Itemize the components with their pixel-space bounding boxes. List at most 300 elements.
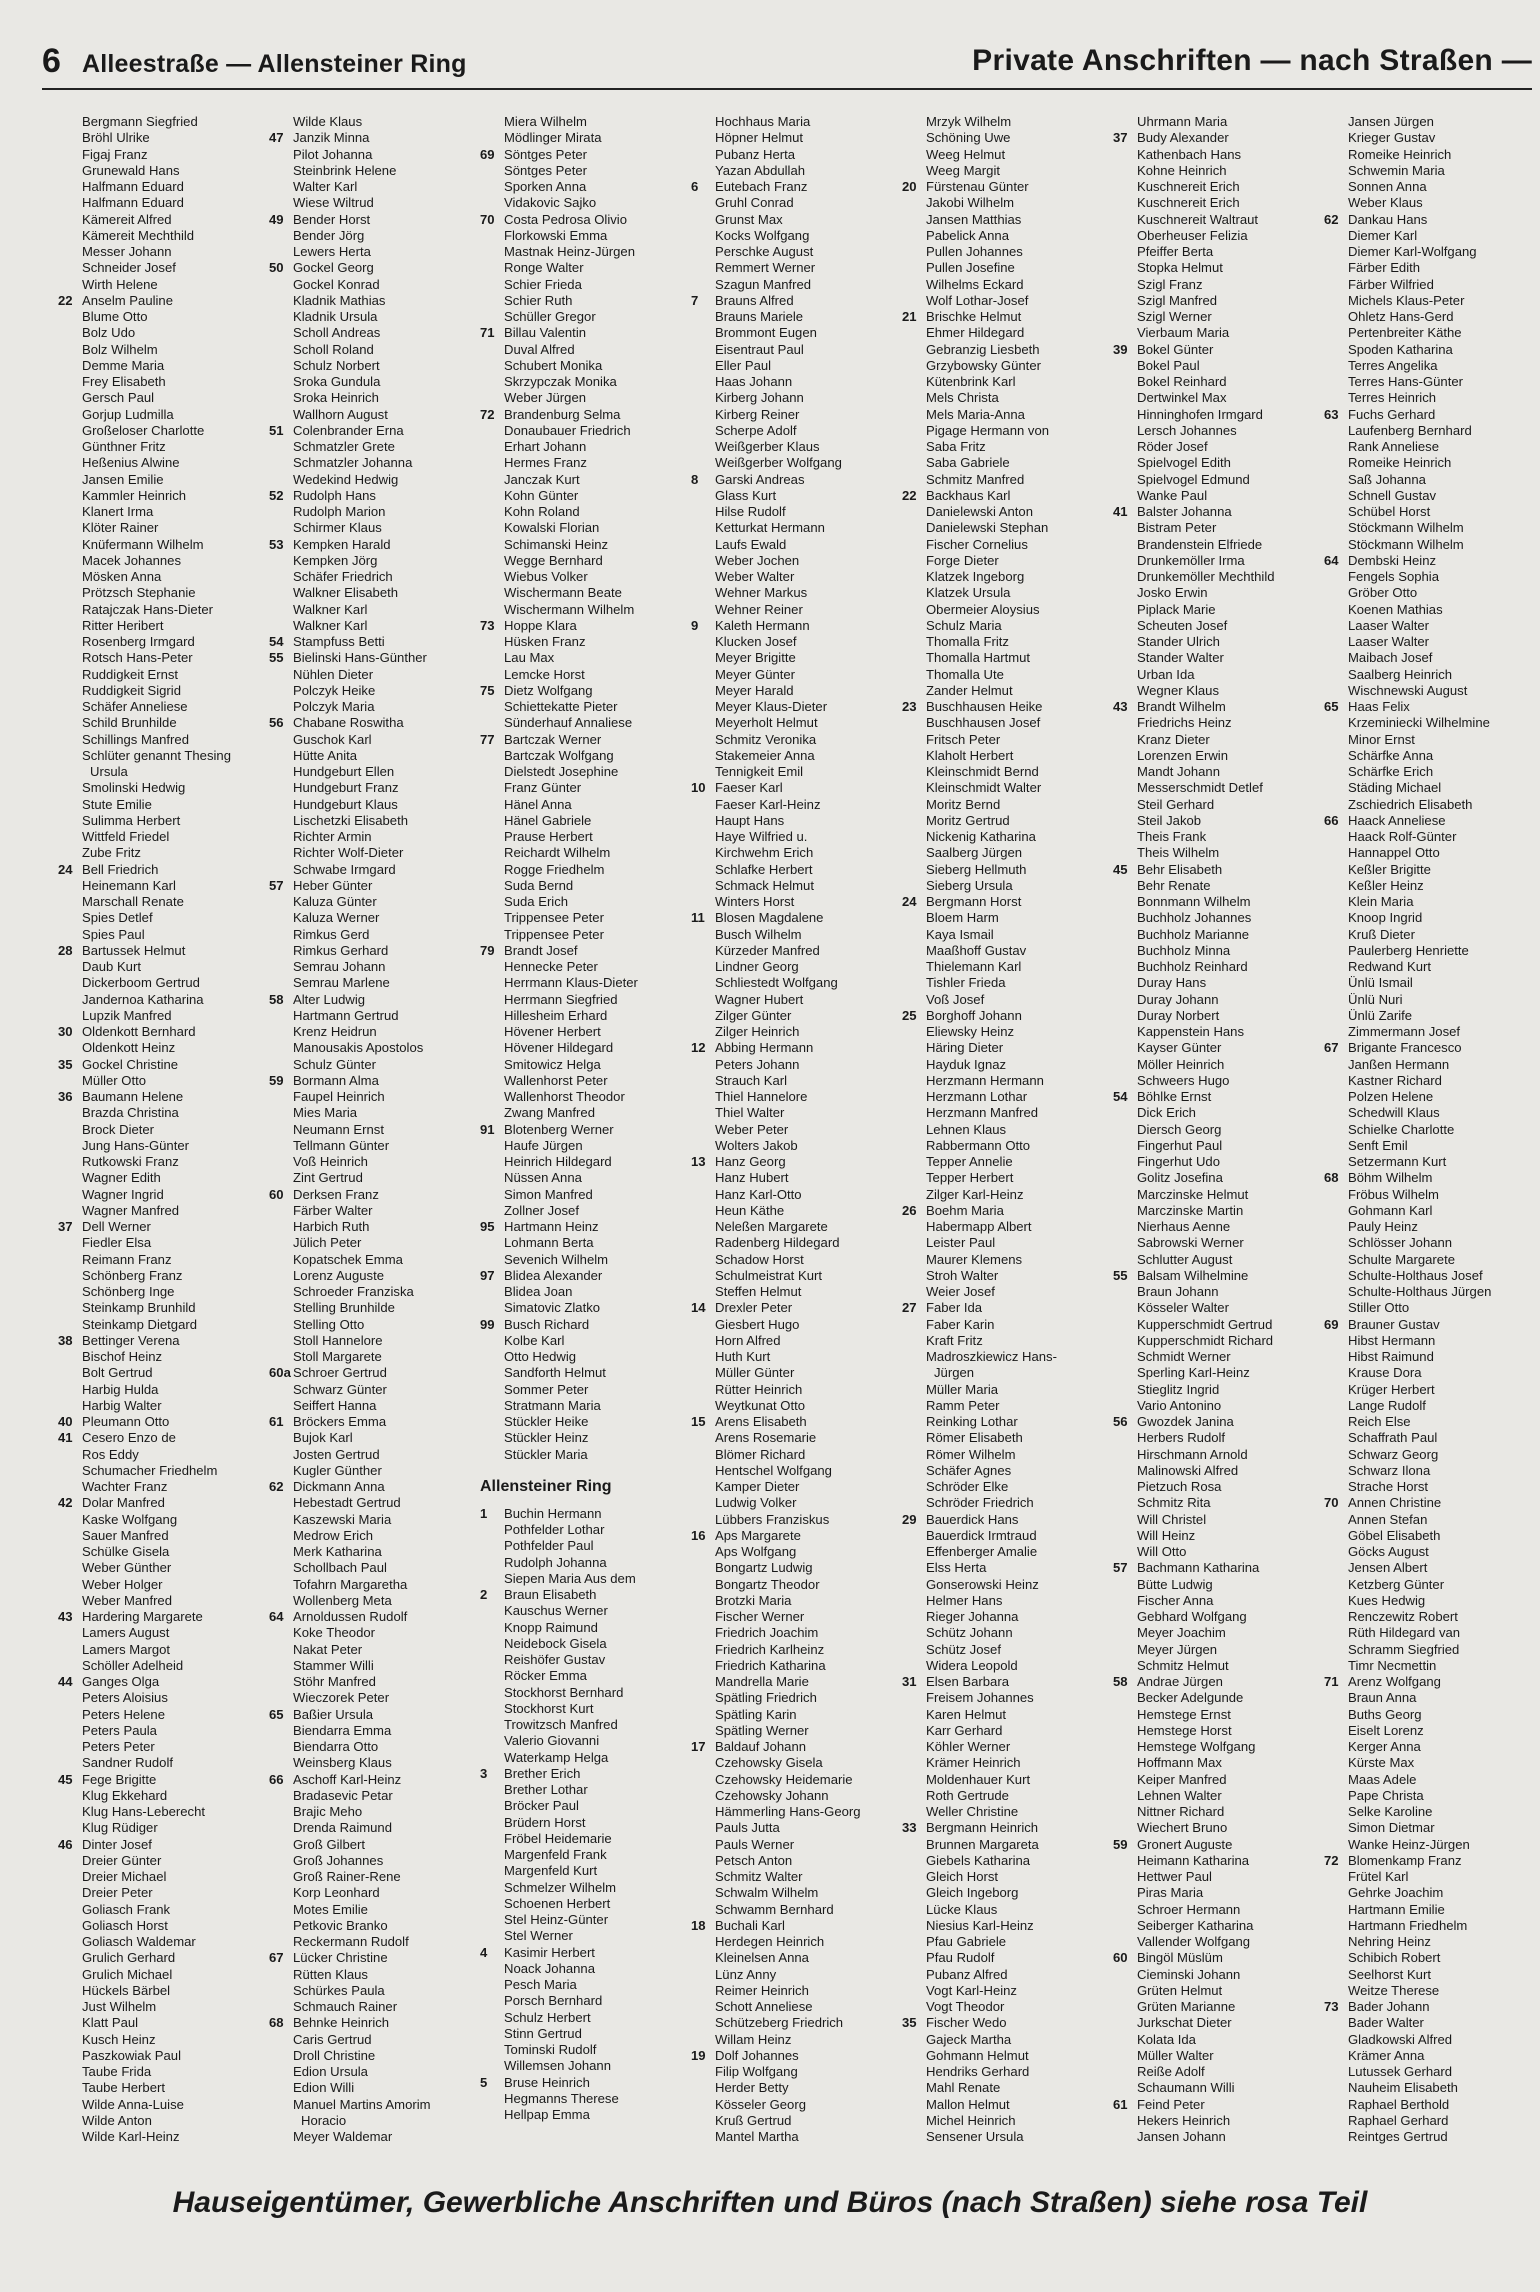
directory-entry — [269, 1674, 480, 1690]
directory-entry — [480, 1750, 691, 1766]
directory-entry — [480, 780, 691, 796]
resident-name: Wagner Manfred — [82, 1202, 180, 1218]
directory-entry — [902, 1430, 1113, 1446]
resident-name: Merk Katharina — [293, 1544, 382, 1559]
directory-entry — [269, 1138, 480, 1154]
directory-entry — [1113, 1170, 1324, 1186]
resident-name: Bader Walter — [1348, 2015, 1424, 2031]
resident-name: Müller Walter — [1137, 2047, 1214, 2063]
directory-entry — [691, 1382, 902, 1398]
resident-name: Gröber Otto — [1348, 585, 1418, 601]
directory-entry — [269, 1430, 480, 1446]
directory-entry — [1113, 195, 1324, 211]
directory-entry — [1324, 1723, 1535, 1739]
directory-entry — [269, 1235, 480, 1251]
resident-name: Dankau Hans — [1348, 211, 1428, 227]
resident-name: Mallon Helmut — [926, 2096, 1010, 2112]
directory-entry — [58, 1885, 269, 1901]
directory-entry — [691, 1138, 902, 1154]
resident-name: Motes Emilie — [293, 1901, 368, 1917]
directory-entry — [1113, 634, 1324, 650]
house-number: 35 — [58, 1056, 73, 1072]
resident-name: Scherpe Adolf — [715, 422, 797, 438]
resident-name: Dembski Heinz — [1348, 552, 1437, 568]
resident-name: Stiller Otto — [1348, 1300, 1410, 1316]
directory-entry — [480, 910, 691, 926]
resident-name: Annen Christine — [1348, 1495, 1442, 1511]
directory-entry — [58, 195, 269, 211]
directory-entry — [269, 1560, 480, 1576]
resident-name: Brock Dieter — [82, 1121, 155, 1137]
resident-name: Jurkschat Dieter — [1137, 2015, 1232, 2031]
directory-entry — [269, 1479, 480, 1495]
directory-entry — [480, 715, 691, 731]
resident-name: Karen Helmut — [926, 1706, 1007, 1722]
resident-name: Lewers Herta — [293, 244, 371, 259]
directory-entry — [902, 650, 1113, 666]
directory-entry — [1324, 1788, 1535, 1804]
directory-entry — [58, 585, 269, 601]
resident-name: Lamers Margot — [82, 1641, 171, 1657]
directory-entry — [269, 1122, 480, 1138]
directory-entry — [902, 699, 1113, 715]
directory-entry — [1113, 1804, 1324, 1820]
directory-entry — [1324, 927, 1535, 943]
house-number: 12 — [691, 1040, 706, 1056]
directory-entry — [691, 2032, 902, 2048]
directory-entry — [691, 992, 902, 1008]
resident-name: Rimkus Gerhard — [293, 942, 389, 958]
directory-entry — [1113, 2097, 1324, 2113]
resident-name: Schäfer Agnes — [926, 1462, 1012, 1478]
resident-name: Theis Wilhelm — [1137, 845, 1220, 861]
directory-entry — [691, 488, 902, 504]
resident-name: Wirth Helene — [82, 276, 158, 292]
resident-name: Reishöfer Gustav — [504, 1652, 606, 1667]
directory-entry — [902, 423, 1113, 439]
directory-entry — [480, 764, 691, 780]
resident-name: Buschhausen Heike — [926, 699, 1043, 714]
directory-entry — [269, 1252, 480, 1268]
directory-entry — [480, 1636, 691, 1652]
resident-name: Piplack Marie — [1137, 601, 1216, 617]
directory-entry — [58, 1967, 269, 1983]
directory-entry — [1113, 228, 1324, 244]
resident-name: Steffen Helmut — [715, 1284, 802, 1299]
directory-entry — [691, 114, 902, 130]
resident-name: Gleich Ingeborg — [926, 1885, 1019, 1901]
resident-name: Ursula — [90, 764, 128, 779]
resident-name: Thielemann Karl — [926, 959, 1022, 974]
resident-name: Ohletz Hans-Gerd — [1348, 309, 1454, 324]
resident-name: Schmatzler Grete — [293, 439, 395, 454]
resident-name: Kämereit Mechthild — [82, 227, 195, 243]
directory-entry — [480, 585, 691, 601]
resident-name: Fengels Sophia — [1348, 569, 1439, 584]
directory-entry — [1324, 2113, 1535, 2129]
resident-name: Setzermann Kurt — [1348, 1154, 1447, 1169]
resident-name: Bielinski Hans-Günther — [293, 650, 427, 666]
directory-entry — [1324, 114, 1535, 130]
resident-name: Kirberg Johann — [715, 390, 804, 406]
resident-name: Buchholz Reinhard — [1137, 959, 1248, 974]
directory-entry — [691, 1463, 902, 1479]
resident-name: Wallhorn August — [293, 406, 388, 422]
directory-entry — [269, 1528, 480, 1544]
directory-entry — [480, 1203, 691, 1219]
directory-entry — [269, 439, 480, 455]
resident-name: Halfmann Eduard — [82, 179, 184, 194]
directory-entry — [691, 2129, 902, 2145]
resident-name: Reinking Lothar — [926, 1414, 1018, 1429]
resident-name: Margenfeld Kurt — [504, 1863, 598, 1879]
resident-name: Wischermann Beate — [504, 585, 622, 601]
resident-name: Klucken Josef — [715, 634, 797, 649]
directory-entry — [480, 1138, 691, 1154]
house-number: 54 — [1113, 1089, 1128, 1104]
resident-name: Giebels Katharina — [926, 1852, 1031, 1868]
directory-entry — [269, 1999, 480, 2015]
resident-name: Mels Maria-Anna — [926, 406, 1025, 422]
directory-entry — [58, 667, 269, 683]
resident-name: Schneider Josef — [82, 260, 176, 276]
directory-entry — [691, 1999, 902, 2015]
resident-name: Stöckmann Wilhelm — [1348, 536, 1464, 552]
resident-name: Bender Jörg — [293, 227, 365, 243]
directory-entry — [58, 455, 269, 471]
resident-name: Brandenburg Selma — [504, 406, 621, 422]
directory-entry — [269, 195, 480, 211]
resident-name: Bergmann Horst — [926, 894, 1022, 909]
resident-name: Petsch Anton — [715, 1852, 793, 1868]
resident-name: Kürste Max — [1348, 1755, 1415, 1771]
resident-name: Trippensee Peter — [504, 910, 604, 926]
resident-name: Stammer Willi — [293, 1657, 374, 1673]
resident-name: Bartczak Werner — [504, 731, 602, 747]
directory-entry — [691, 585, 902, 601]
resident-name: Marczinske Helmut — [1137, 1186, 1249, 1202]
directory-entry — [1113, 358, 1324, 374]
resident-name: Hirschmann Arnold — [1137, 1446, 1248, 1462]
directory-entry — [58, 829, 269, 845]
directory-entry — [902, 894, 1113, 910]
resident-name: Krämer Heinrich — [926, 1755, 1021, 1771]
house-number: 26 — [902, 1202, 917, 1218]
directory-entry — [1324, 1187, 1535, 1203]
resident-name: Josten Gertrud — [293, 1446, 380, 1462]
directory-entry — [269, 1398, 480, 1414]
directory-entry — [1324, 1934, 1535, 1950]
resident-name: Hütte Anita — [293, 747, 358, 763]
resident-name: Willemsen Johann — [504, 2058, 611, 2074]
directory-entry — [1324, 683, 1535, 699]
directory-entry — [269, 1983, 480, 1999]
resident-name: Schnell Gustav — [1348, 487, 1437, 503]
directory-entry — [1113, 277, 1324, 293]
resident-name: Taube Frida — [82, 2064, 152, 2079]
resident-name: Schwemin Maria — [1348, 162, 1445, 178]
resident-name: Hellpap Emma — [504, 2107, 590, 2122]
directory-entry — [1113, 1235, 1324, 1251]
resident-name: Otto Hedwig — [504, 1349, 577, 1364]
directory-entry — [1113, 943, 1324, 959]
resident-name: Messerschmidt Detlef — [1137, 780, 1263, 796]
directory-entry — [480, 1317, 691, 1333]
resident-name: Dielstedt Josephine — [504, 764, 619, 779]
directory-entry — [1324, 1024, 1535, 1040]
resident-name: Schadow Horst — [715, 1251, 804, 1267]
directory-entry — [902, 1024, 1113, 1040]
resident-name: Gehrke Joachim — [1348, 1885, 1444, 1901]
directory-entry — [269, 1788, 480, 1804]
directory-entry — [269, 1739, 480, 1755]
resident-name: Ganges Olga — [82, 1674, 160, 1689]
resident-name: Schmack Helmut — [715, 877, 814, 893]
directory-entry — [269, 748, 480, 764]
directory-entry — [1113, 1447, 1324, 1463]
resident-name: Reichardt Wilhelm — [504, 845, 611, 861]
resident-name: Stückler Maria — [504, 1446, 588, 1462]
directory-entry — [691, 975, 902, 991]
directory-entry — [1113, 1479, 1324, 1495]
resident-name: Seelhorst Kurt — [1348, 1966, 1431, 1982]
resident-name: Nehring Heinz — [1348, 1934, 1431, 1949]
directory-entry — [269, 407, 480, 423]
resident-name: Reich Else — [1348, 1414, 1411, 1429]
directory-entry — [1113, 569, 1324, 585]
resident-name: Söntges Peter — [504, 146, 587, 162]
directory-entry — [480, 1040, 691, 1056]
resident-name: Janzik Minna — [293, 130, 370, 146]
resident-name: Frey Elisabeth — [82, 374, 166, 389]
directory-entry — [691, 1105, 902, 1121]
resident-name: Wiebus Volker — [504, 569, 588, 584]
directory-entry — [691, 1154, 902, 1170]
resident-name: Goliasch Waldemar — [82, 1934, 196, 1949]
resident-name: Hanz Karl-Otto — [715, 1186, 802, 1202]
directory-entry — [58, 1577, 269, 1593]
directory-entry — [1324, 1300, 1535, 1316]
resident-name: Schliestedt Wolfgang — [715, 975, 838, 991]
house-number: 59 — [269, 1072, 284, 1088]
resident-name: Knopp Raimund — [504, 1619, 598, 1635]
directory-entry — [480, 748, 691, 764]
directory-entry — [1113, 2064, 1324, 2080]
resident-name: Haack Anneliese — [1348, 812, 1446, 828]
page-number: 6 — [42, 42, 61, 80]
directory-entry — [902, 114, 1113, 130]
directory-entry — [58, 244, 269, 260]
resident-name: Grzybowsky Günter — [926, 357, 1041, 373]
resident-name: Hardering Margarete — [82, 1609, 203, 1624]
resident-name: Giesbert Hugo — [715, 1316, 800, 1332]
directory-entry — [1113, 1885, 1324, 1901]
directory-entry — [1113, 1284, 1324, 1300]
house-number: 61 — [269, 1414, 284, 1429]
resident-name: Mödlinger Mirata — [504, 130, 602, 146]
directory-entry — [58, 374, 269, 390]
resident-name: Rogge Friedhelm — [504, 861, 605, 877]
house-number: 57 — [269, 877, 284, 893]
resident-name: Lupzik Manfred — [82, 1007, 172, 1023]
resident-name: Kowalski Florian — [504, 520, 600, 536]
resident-name: Müller Maria — [926, 1381, 999, 1397]
resident-name: Klanert Irma — [82, 504, 154, 519]
resident-name: Buschhausen Josef — [926, 715, 1041, 731]
house-number: 18 — [691, 1917, 706, 1933]
resident-name: Wilde Karl-Heinz — [82, 2129, 180, 2144]
resident-name: Buchholz Marianne — [1137, 926, 1250, 942]
resident-name: Schirmer Klaus — [293, 520, 382, 536]
resident-name: Ketzberg Günter — [1348, 1576, 1445, 1592]
directory-entry — [1324, 2015, 1535, 2031]
house-number: 3 — [480, 1765, 488, 1781]
directory-entry — [269, 862, 480, 878]
resident-name: Danielewski Stephan — [926, 520, 1049, 536]
directory-entry — [58, 1333, 269, 1349]
directory-entry — [1324, 163, 1535, 179]
directory-entry — [691, 1707, 902, 1723]
directory-entry — [902, 147, 1113, 163]
directory-entry — [269, 2129, 480, 2145]
directory-entry — [1113, 1268, 1324, 1284]
resident-name: Halfmann Eduard — [82, 195, 184, 211]
directory-entry — [1324, 2032, 1535, 2048]
directory-entry — [902, 1057, 1113, 1073]
resident-name: Haufe Jürgen — [504, 1137, 583, 1153]
directory-entry — [1324, 992, 1535, 1008]
resident-name: Renczewitz Robert — [1348, 1609, 1458, 1624]
directory-entry — [269, 1447, 480, 1463]
directory-entry — [902, 1642, 1113, 1658]
resident-name: Kamper Dieter — [715, 1479, 800, 1494]
resident-name: Knüfermann Wilhelm — [82, 536, 204, 552]
resident-name: Brischke Helmut — [926, 309, 1022, 324]
directory-entry — [58, 975, 269, 991]
directory-entry — [269, 1853, 480, 1869]
resident-name: Zschiedrich Elisabeth — [1348, 796, 1473, 812]
directory-entry — [269, 2080, 480, 2096]
resident-name: Gonserowski Heinz — [926, 1576, 1039, 1592]
resident-name: Michels Klaus-Peter — [1348, 292, 1465, 308]
directory-entry — [480, 1896, 691, 1912]
resident-name: Buths Georg — [1348, 1706, 1422, 1722]
resident-name: Schramm Siegfried — [1348, 1641, 1460, 1657]
directory-entry — [691, 309, 902, 325]
resident-name: Frütel Karl — [1348, 1869, 1409, 1884]
resident-name: Vierbaum Maria — [1137, 325, 1230, 341]
directory-entry — [58, 163, 269, 179]
resident-name: Buchin Hermann — [504, 1505, 602, 1521]
directory-entry — [691, 472, 902, 488]
directory-entry — [1324, 1365, 1535, 1381]
resident-name: Kruß Gertrud — [715, 2112, 792, 2128]
directory-entry — [1324, 472, 1535, 488]
directory-entry — [269, 797, 480, 813]
directory-entry — [480, 2058, 691, 2074]
house-number: 73 — [1324, 1999, 1339, 2014]
resident-name: Hermes Franz — [504, 455, 587, 471]
resident-name: Schott Anneliese — [715, 1999, 813, 2014]
resident-name: Kohn Roland — [504, 504, 580, 519]
resident-name: Röcker Emma — [504, 1668, 587, 1684]
resident-name: Stöckmann Wilhelm — [1348, 520, 1464, 536]
house-number: 46 — [58, 1836, 73, 1852]
house-number: 21 — [902, 309, 917, 324]
directory-entry — [1113, 1723, 1324, 1739]
resident-name: Eliewsky Heinz — [926, 1024, 1015, 1039]
directory-entry — [58, 683, 269, 699]
resident-name: Czehowsky Johann — [715, 1787, 829, 1803]
resident-name: Stander Walter — [1137, 650, 1224, 666]
directory-entry — [1324, 1869, 1535, 1885]
directory-entry — [902, 1885, 1113, 1901]
resident-name: Faber Ida — [926, 1300, 983, 1316]
directory-entry — [902, 439, 1113, 455]
resident-name: Richter Wolf-Dieter — [293, 845, 404, 861]
directory-entry — [480, 1685, 691, 1701]
directory-entry — [1324, 342, 1535, 358]
resident-name: Paszkowiak Paul — [82, 2047, 181, 2063]
resident-name: Schillings Manfred — [82, 731, 189, 747]
directory-entry — [691, 1252, 902, 1268]
resident-name: Wehner Markus — [715, 585, 808, 601]
directory-entry — [269, 910, 480, 926]
resident-name: Busch Richard — [504, 1316, 590, 1332]
directory-entry — [480, 1235, 691, 1251]
directory-entry — [269, 1170, 480, 1186]
directory-entry — [480, 1652, 691, 1668]
resident-name: Brether Erich — [504, 1765, 581, 1781]
resident-name: Kohne Heinrich — [1137, 162, 1227, 178]
directory-entry — [480, 1831, 691, 1847]
directory-entry — [480, 439, 691, 455]
resident-name: Bolz Wilhelm — [82, 341, 158, 357]
resident-name: Grulich Michael — [82, 1966, 173, 1982]
resident-name: Seiffert Hanna — [293, 1397, 377, 1413]
resident-name: Schier Ruth — [504, 292, 573, 308]
resident-name: Gohmann Helmut — [926, 2047, 1029, 2063]
directory-entry — [1113, 1658, 1324, 1674]
directory-entry — [480, 1382, 691, 1398]
resident-name: Weißgerber Klaus — [715, 439, 820, 454]
resident-name: Brether Lothar — [504, 1782, 588, 1797]
house-number: 77 — [480, 731, 495, 747]
resident-name: Weeg Margit — [926, 162, 1000, 178]
house-number: 24 — [902, 894, 917, 909]
resident-name: Drunkemöller Irma — [1137, 552, 1245, 568]
resident-name: Meyer Klaus-Dieter — [715, 699, 828, 714]
directory-entry — [691, 862, 902, 878]
resident-name: Gockel Christine — [82, 1056, 179, 1072]
directory-entry — [58, 1447, 269, 1463]
directory-entry — [1324, 1170, 1535, 1186]
resident-name: Hannappel Otto — [1348, 845, 1440, 861]
directory-entry — [480, 1284, 691, 1300]
directory-entry — [691, 667, 902, 683]
resident-name: Kladnik Ursula — [293, 309, 378, 324]
resident-name: Eisentraut Paul — [715, 341, 804, 357]
resident-name: Kerger Anna — [1348, 1739, 1421, 1754]
directory-column — [480, 114, 691, 2164]
directory-entry — [58, 1902, 269, 1918]
directory-entry — [691, 959, 902, 975]
directory-entry — [1324, 845, 1535, 861]
resident-name: Römer Elisabeth — [926, 1430, 1023, 1446]
house-number: 75 — [480, 682, 495, 698]
directory-entry — [1324, 1983, 1535, 1999]
street-range-title: Alleestraße — Allensteiner Ring — [82, 50, 467, 78]
